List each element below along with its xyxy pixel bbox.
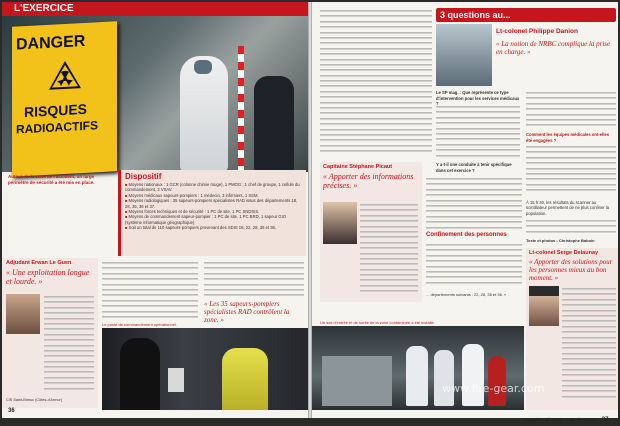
article-column	[426, 176, 522, 230]
adjudant-sidebar	[2, 258, 98, 408]
footer-bar	[524, 408, 618, 423]
article-column	[204, 260, 304, 300]
lt-colonel-quote: « La notion de NRBC complique la prise en charge. »	[496, 40, 611, 56]
hazmat-suit-figure	[434, 350, 454, 406]
dispositif-item: ■ Moyens radiologiques : 35 sapeurs-pompiers spécialistes RAD issus des départements 18, 28, 35, 36 et 37.	[125, 198, 302, 209]
confinement-heading: Confinement des personnes	[426, 232, 507, 238]
article-column	[102, 260, 198, 322]
credits: Texte et photos : Christophe Baboin	[526, 238, 595, 243]
page-number-left: 36	[8, 408, 15, 414]
sidebar-heading: Comment les équipes médicales ont-elles été engagées ?	[526, 132, 610, 143]
warning-tape-pole	[238, 46, 244, 172]
qa-column	[526, 144, 616, 196]
hazmat-suit-figure-red	[488, 356, 506, 406]
lt-colonel-portrait	[436, 24, 492, 86]
dispositif-item: ■ Moyens forces techniques et de sécurité : 1 PC de site, 1 PC SNDSIS.	[125, 209, 302, 214]
capitaine-portrait	[323, 202, 357, 244]
tent-structure	[322, 356, 392, 406]
adjudant-quote: « Une exploitation longue et lourde. »	[6, 268, 90, 286]
delaunay-portrait	[529, 286, 559, 326]
dispositif-item: ■ Moyens médicaux sapeurs-pompiers : 1 médecin, 3 infirmiers, 1 SSM.	[125, 193, 302, 198]
delaunay-text	[562, 286, 616, 406]
sign-danger-text: DANGER	[16, 32, 86, 54]
right-page	[312, 2, 618, 423]
stats-text: À 15 h 30, les résultats du scanner au scintillateur permettent de ne plus confiner la population.	[526, 200, 610, 216]
qa-question: Le SP mag. : Que représente ce type d'intervention pour les services médicaux	[436, 90, 520, 101]
firefighter-figure	[254, 76, 294, 172]
left-page	[2, 2, 308, 418]
officer-figure	[120, 338, 160, 410]
delaunay-quote: « Apporter des solutions pour les personnes mieux au bon moment. »	[529, 258, 613, 282]
qa-question: Y a-t-il une conduite à tenir spécifique dans cet exercice ?	[436, 162, 512, 173]
page-number-right: 37	[601, 417, 609, 423]
command-post-photo	[102, 328, 308, 410]
decontamination-photo	[312, 326, 524, 410]
capitaine-quote: « Apporter des informations précises. »	[323, 172, 414, 190]
capitaine-sidebar	[320, 162, 422, 302]
magazine-spread	[2, 2, 618, 423]
qa-answer	[436, 104, 520, 160]
article-column	[426, 242, 522, 290]
radiation-warning-sign	[12, 21, 117, 177]
footer-date: Janvier 2010	[568, 417, 595, 422]
officer-vest-figure	[222, 348, 268, 410]
adjudant-portrait	[6, 294, 40, 334]
qa-column	[526, 90, 616, 130]
dispositif-title: Dispositif	[125, 172, 162, 181]
dispositif-item: ■ Moyens de commandement sapeur-pompier : 1 PC de site, 1 PC BRD, 1 sapeur GIO (système informatique géographique)	[125, 214, 302, 225]
sign-risques-text: RISQUES	[24, 100, 88, 121]
adjudant-text	[44, 294, 94, 394]
capitaine-name: Capitaine Stéphane Picaut	[323, 164, 393, 170]
adjudant-role: CIS Saint-Brieuc (Côtes-d'Armor)	[6, 398, 63, 402]
adjudant-name: Adjudant Erwan Le Guen	[6, 260, 72, 266]
capitaine-text	[360, 202, 418, 296]
section-banner: L'EXERCICE	[2, 2, 308, 16]
bottom-caption-left: Le poste de commandement opérationnel.	[102, 322, 177, 327]
hazmat-suit-figure	[462, 344, 484, 406]
bottom-caption-right: Un sas d'entrée et de sortie de la zone contaminée a été installé.	[320, 320, 435, 325]
hazmat-mask	[194, 60, 212, 74]
three-questions-header: 3 questions au...	[436, 8, 616, 22]
lt-colonel-name: Lt-colonel Philippe Danion	[496, 28, 578, 35]
pull-quote: « Les 35 sapeurs-pompiers spécialistes RAD contrôlent la zone. »	[204, 300, 290, 324]
dispositif-item: ■ Moyens nationaux : 1 GCR (colonne chimie rouge), 1 PMOG ; 1 chef de groupe, 1 cellule du commandement, 2 VSAV.	[125, 182, 302, 193]
footer-magazine: magazine N° 1036	[524, 417, 562, 422]
photo-caption: Autour de la zone de l'accident, un large périmètre de sécurité a été mis en place.	[8, 174, 95, 185]
radio-device	[168, 368, 184, 392]
article-column	[320, 8, 432, 158]
watermark: www.fire-gear.com	[442, 382, 545, 395]
dispositif-item: ■ Soit un total de 110 sapeurs-pompiers provenant des SDIS 18, 22, 28, 35 et 36.	[125, 225, 302, 230]
sign-radioactifs-text: RADIOACTIFS	[16, 118, 98, 137]
delaunay-name: Lt-colonel Serge Delaunay	[529, 250, 599, 256]
radiation-icon	[48, 59, 82, 91]
hazmat-suit-figure	[406, 346, 428, 406]
dispositif-box	[118, 170, 306, 256]
article-column	[526, 218, 616, 238]
confinement-tail: ... départements suivants : 22, 28, 35 et 36. »	[426, 292, 507, 297]
hazmat-photo	[2, 16, 308, 172]
